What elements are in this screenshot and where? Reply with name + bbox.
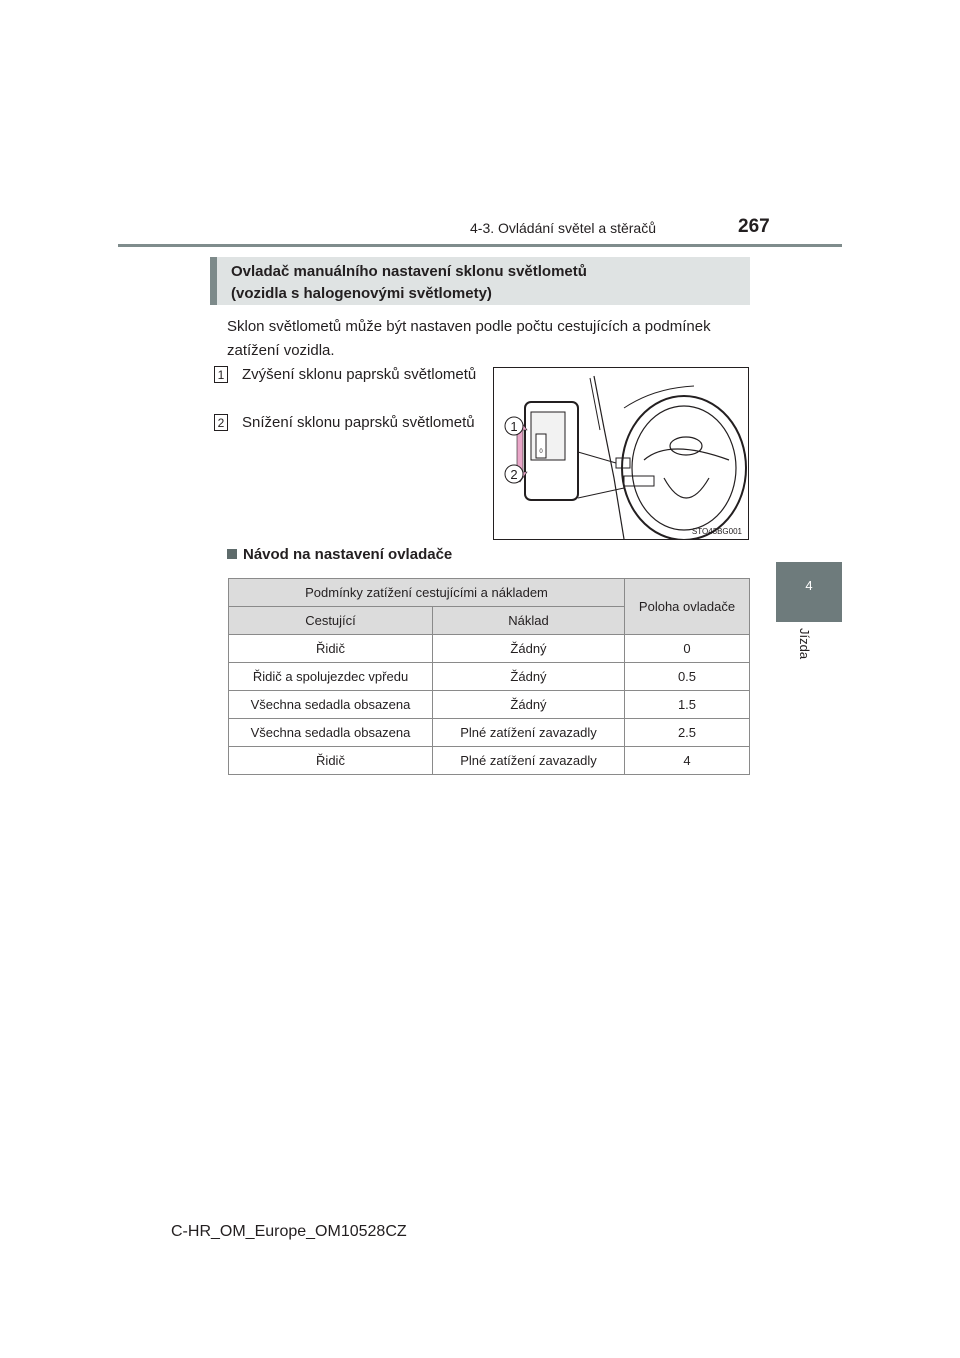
cell-passengers: Všechna sedadla obsazena [229,691,433,719]
section-title [210,257,750,305]
cell-load: Žádný [433,663,625,691]
cell-position: 2.5 [625,719,750,747]
cell-passengers: Řidič [229,635,433,663]
table-row [229,691,750,719]
table-header-passengers: Cestující [229,607,433,635]
step-text: Zvýšení sklonu paprsků světlometů [242,366,477,383]
cell-load: Plné zatížení zavazadly [433,747,625,775]
intro-text: Sklon světlometů může být nastaven podle počtu cestujících a podmínek zatížení vozidla. [227,318,711,359]
chapter-label: Jízda [797,628,812,660]
step-text: Snížení sklonu paprsků světlometů [242,414,475,431]
step-number: 1 [214,366,228,383]
header-rule [118,244,842,247]
step-number: 2 [214,414,228,431]
adjustment-table [228,578,750,775]
table-header-load: Náklad [433,607,625,635]
headlight-switch-figure [493,367,749,540]
figure-code: STO43BG001 [691,527,742,536]
cell-position: 0.5 [625,663,750,691]
table-row [229,635,750,663]
table-row [229,747,750,775]
table-row [229,719,750,747]
cell-load: Žádný [433,635,625,663]
subheading-text: Návod na nastavení ovladače [243,546,453,563]
cell-position: 1.5 [625,691,750,719]
dashboard-illustration [494,368,748,539]
subheading [227,546,452,563]
table-header-position: Poloha ovladače [625,579,750,635]
section-title-line1: Ovladač manuálního nastavení sklonu světlometů [231,263,587,280]
svg-text:0: 0 [539,449,543,455]
footer-document-id: C-HR_OM_Europe_OM10528CZ [171,1223,407,1240]
callout-1: 1 [510,419,518,434]
table-header-group: Podmínky zatížení cestujícími a nákladem [229,579,625,607]
chapter-number: 4 [805,578,813,593]
cell-load: Plné zatížení zavazadly [433,719,625,747]
callout-2: 2 [510,467,518,482]
page-number: 267 [738,216,770,237]
cell-load: Žádný [433,691,625,719]
table-row [229,663,750,691]
cell-passengers: Všechna sedadla obsazena [229,719,433,747]
section-header: 4-3. Ovládání světel a stěračů [470,220,656,236]
cell-passengers: Řidič [229,747,433,775]
cell-position: 0 [625,635,750,663]
cell-position: 4 [625,747,750,775]
cell-passengers: Řidič a spolujezdec vpředu [229,663,433,691]
bullet-square-icon [227,549,237,559]
section-title-line2: (vozidla s halogenovými světlomety) [231,285,492,302]
